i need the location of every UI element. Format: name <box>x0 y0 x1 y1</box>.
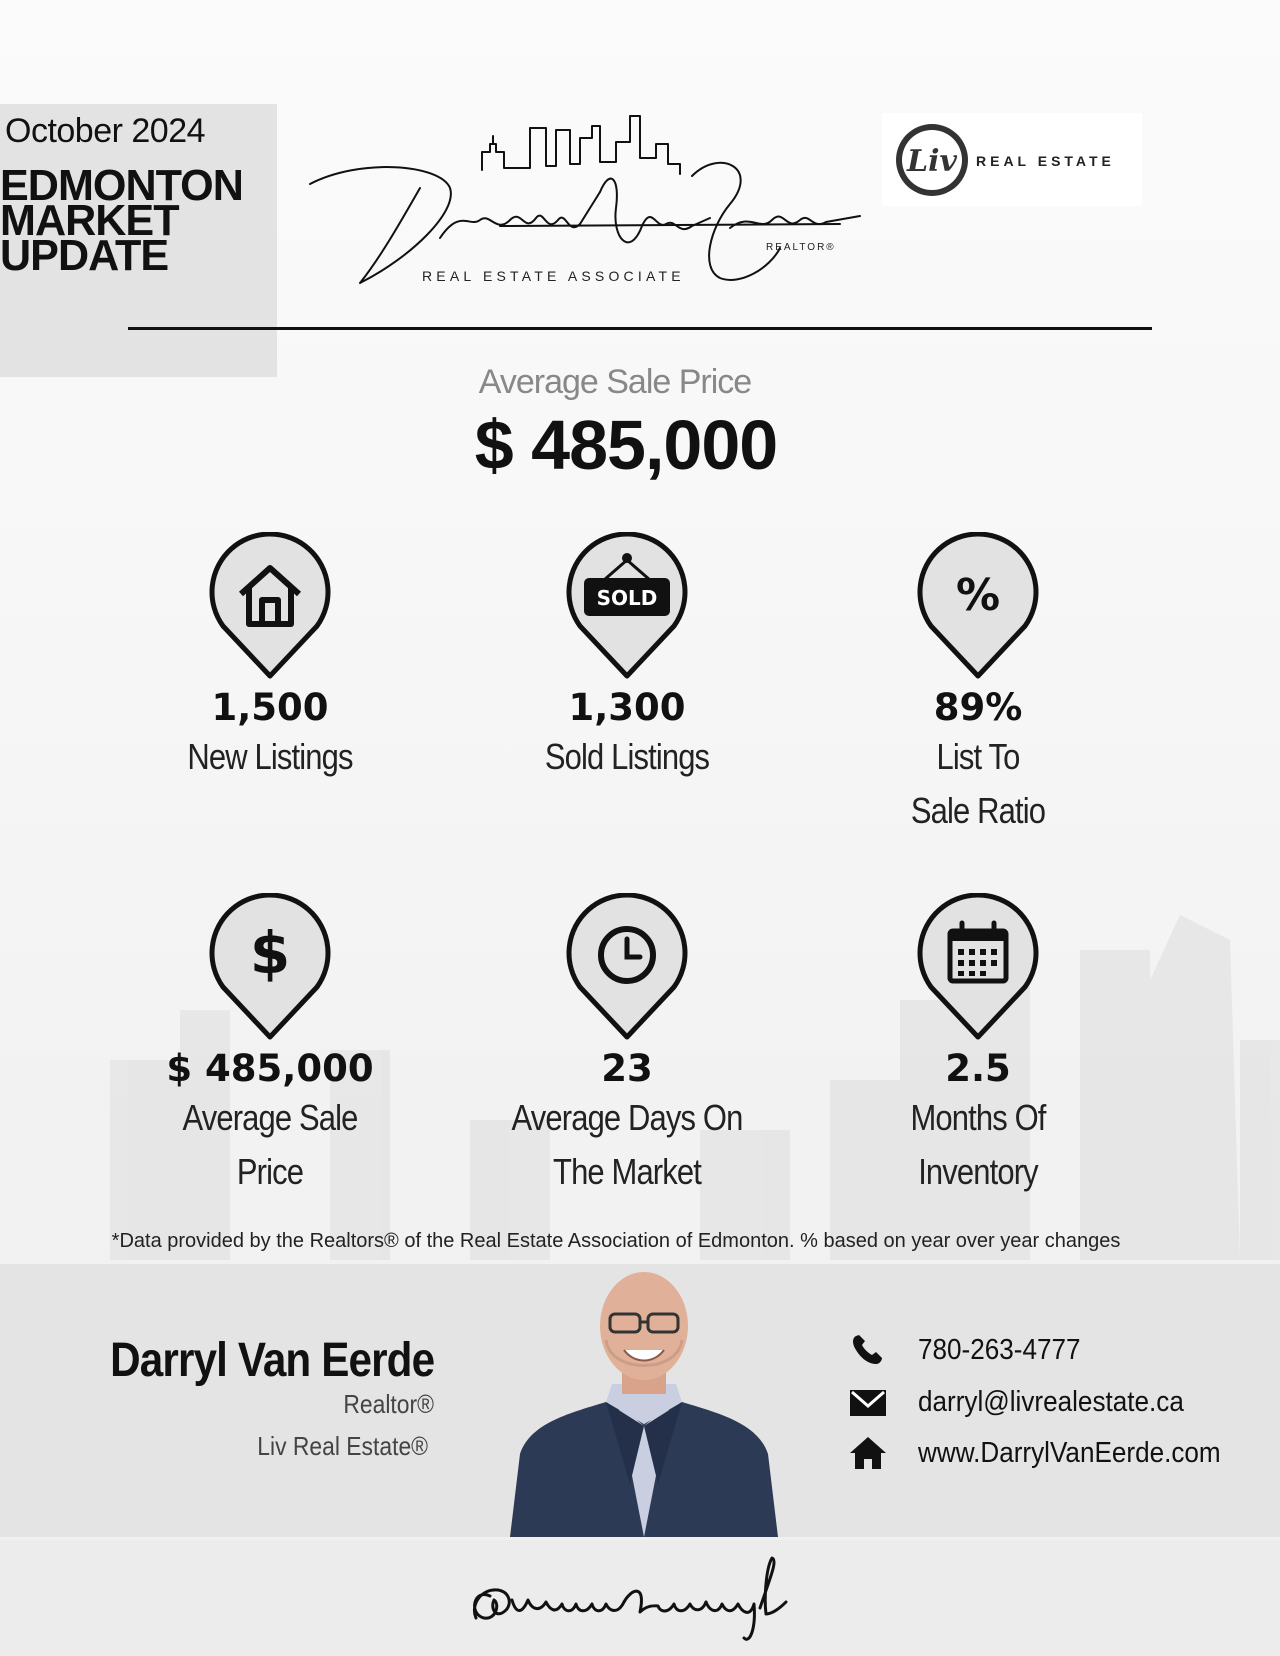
brokerage-logo-text: REAL ESTATE <box>976 153 1115 169</box>
home-icon <box>848 1435 888 1471</box>
signature-logo <box>300 108 870 298</box>
email-address[interactable]: darryl@livrealestate.ca <box>918 1386 1184 1418</box>
logo-realtor-mark: REALTOR® <box>766 242 836 253</box>
liv-logo-emblem-icon <box>890 113 980 206</box>
stat-list-to-sale-ratio <box>818 532 1138 838</box>
agent-company: Liv Real Estate® <box>257 1431 428 1461</box>
stat-value: $ 485,000 <box>166 1047 374 1090</box>
hero-price-value: $ 485,000 <box>474 406 778 484</box>
stat-label-line: List To <box>936 736 1020 777</box>
stat-average-sale-price <box>110 893 430 1199</box>
header-date-box <box>0 104 277 377</box>
agent-photo <box>506 1264 782 1537</box>
stat-label-line: Sale Ratio <box>910 790 1046 831</box>
agent-title: Realtor® <box>343 1389 434 1419</box>
stat-label-line: Months Of <box>910 1097 1046 1138</box>
stat-label-line: Inventory <box>918 1151 1038 1192</box>
dollar-icon-text: $ <box>249 919 291 987</box>
stat-label-line: New Listings <box>187 736 353 777</box>
house-icon <box>207 532 333 680</box>
liv-emblem-text: Liv <box>907 144 957 179</box>
stat-label <box>489 1091 764 1199</box>
stat-sold-listings <box>467 532 787 784</box>
data-source-footnote: *Data provided by the Realtors® of the Real Estate Association of Edmonton. % based on year over year changes <box>111 1230 1121 1252</box>
stat-months-of-inventory <box>818 893 1138 1199</box>
website-url[interactable]: www.DarrylVanEerde.com <box>918 1437 1221 1469</box>
headline-line: UPDATE <box>0 231 169 280</box>
stat-label-line: The Market <box>553 1151 701 1192</box>
stat-value: 89% <box>933 686 1023 729</box>
stat-label-line: Price <box>236 1151 304 1192</box>
headline-line: EDMONTON <box>0 161 243 210</box>
stat-label <box>840 730 1115 838</box>
report-headline <box>0 161 243 280</box>
stat-label <box>132 730 407 784</box>
dollar-icon <box>207 893 333 1041</box>
sold-sign-text: SOLD <box>596 586 658 610</box>
logo-association-text: REAL ESTATE ASSOCIATE <box>422 268 685 284</box>
brokerage-logo <box>882 113 1142 206</box>
stat-average-days-on-market <box>467 893 787 1199</box>
stat-label <box>132 1091 407 1199</box>
agent-name: Darryl Van Eerde <box>109 1334 434 1387</box>
percent-icon <box>915 532 1041 680</box>
stat-value: 1,300 <box>568 686 686 729</box>
stat-value: 1,500 <box>211 686 329 729</box>
stat-label-line: Average Sale <box>182 1097 358 1138</box>
social-handle-script-graphic <box>460 1548 820 1648</box>
social-handle[interactable] <box>460 1548 820 1648</box>
envelope-icon <box>848 1384 888 1420</box>
stat-label-line: Average Days On <box>511 1097 743 1138</box>
hero-price-label: Average Sale Price <box>478 363 752 401</box>
stat-label-line: Sold Listings <box>544 736 710 777</box>
phone-icon <box>848 1332 888 1368</box>
stat-value: 23 <box>601 1047 653 1090</box>
header-divider <box>128 327 1152 330</box>
calendar-icon <box>915 893 1041 1041</box>
phone-number[interactable]: 780-263-4777 <box>918 1334 1081 1366</box>
stat-label <box>489 730 764 784</box>
report-month: October 2024 <box>5 112 206 150</box>
stat-label <box>840 1091 1115 1199</box>
stat-value: 2.5 <box>945 1047 1011 1090</box>
headline-line: MARKET <box>0 196 179 245</box>
stat-new-listings <box>110 532 430 784</box>
sold-sign-icon <box>564 532 690 680</box>
clock-icon <box>564 893 690 1041</box>
percent-icon-text: % <box>955 570 1001 621</box>
